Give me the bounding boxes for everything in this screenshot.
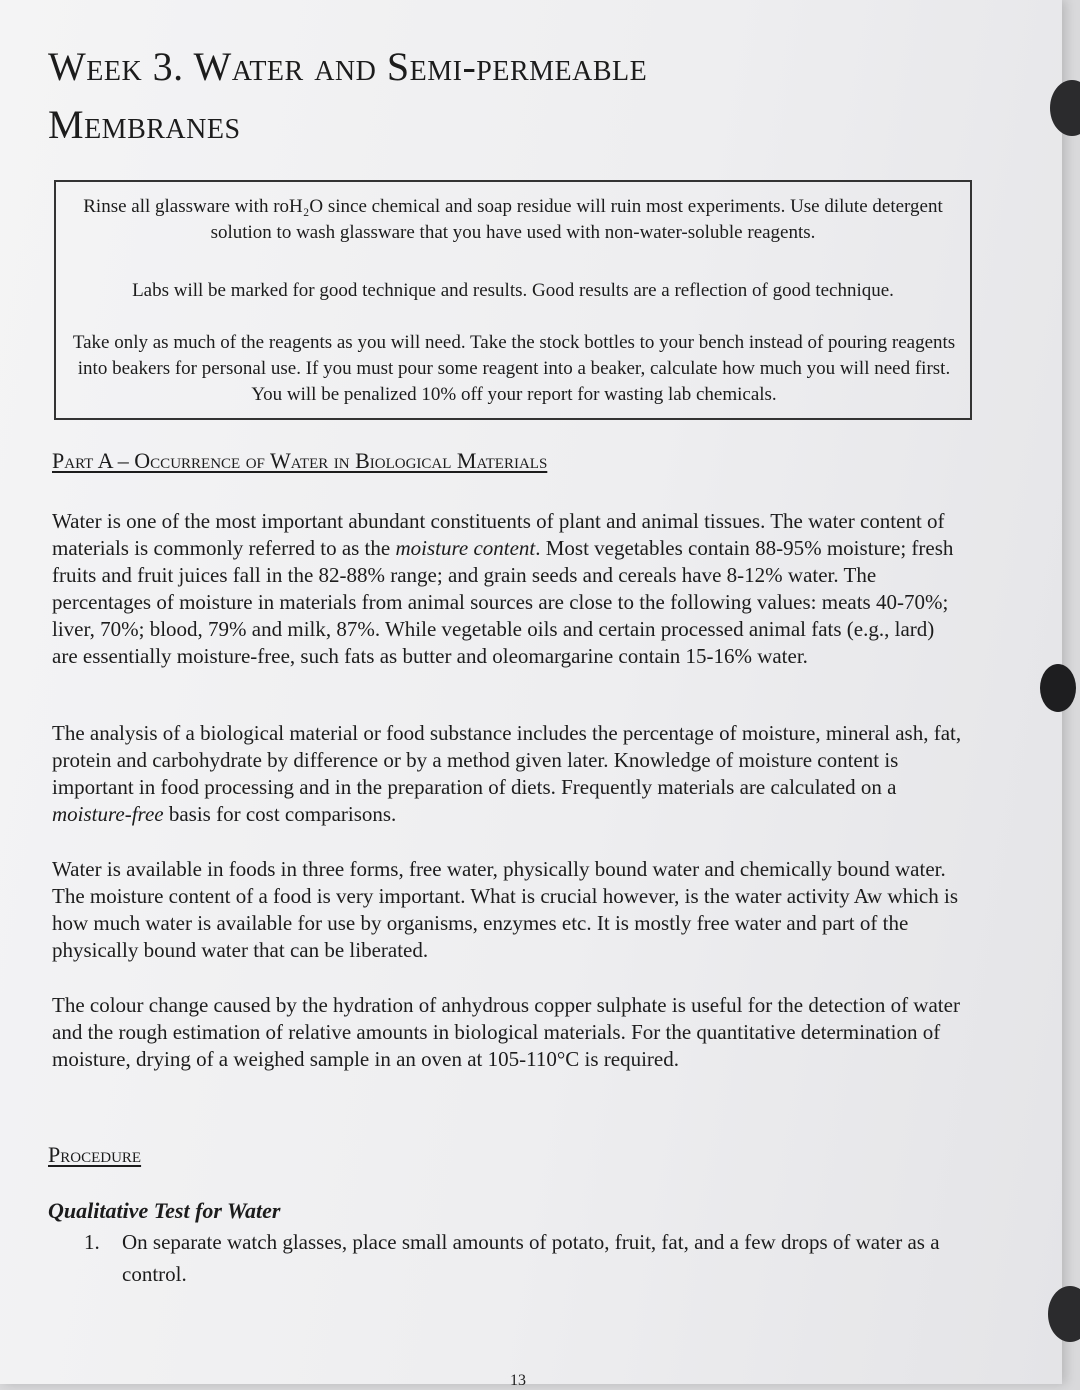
part-a-paragraph-1: Water is one of the most important abundant constituents of plant and animal tissues. The water content of materials is commonly referred to as the moisture content. Most vegetables contain 88-95% moisture; fresh fruits and fruit juices fall in the 82-88% range; and grain seeds and cereals have 8-12% water. The percentages of moisture in materials from animal sources are close to the following values: meats 40-70%; liver, 70%; blood, 79% and milk, 87%. While vegetable oils and certain processed animal fats (e.g., lard) are essentially moisture-free, such fats as butter and oleomargarine contain 15-16% water. <box>52 509 954 668</box>
notice-paragraph-3: Take only as much of the reagents as you will need. Take the stock bottles to your bench instead of pouring reagents into beakers for personal use. If you must pour some reagent into a beaker, calculate how much you will need first. You will be penalized 10% off your report for wasting lab chemicals. <box>72 332 956 405</box>
step-text: On separate watch glasses, place small amounts of potato, fruit, fat, and a few drops of water as a control. <box>122 1230 940 1286</box>
page-number: 13 <box>510 1372 526 1389</box>
part-a-paragraph-3: Water is available in foods in three forms, free water, physically bound water and chemically bound water. The moisture content of a food is very important. What is crucial however, is the water activity Aw which is how much water is available for use by organisms, enzymes etc. It is mostly free water and part of the physically bound water that can be liberated. <box>52 857 959 962</box>
emphasis-moisture-content: moisture content <box>395 536 536 560</box>
part-a-paragraph-4: The colour change caused by the hydration of anhydrous copper sulphate is useful for the detection of water and the rough estimation of relative amounts in biological materials. For the quantitative determination of moisture, drying of a weighed sample in an oven at 105-110°C is required. <box>52 993 960 1071</box>
step-number: 1. <box>84 1230 100 1254</box>
procedure-step-1 <box>84 1226 964 1290</box>
qualitative-test-subheading: Qualitative Test for Water <box>48 1198 281 1223</box>
emphasis-moisture-free: moisture-free <box>52 802 164 826</box>
notice-paragraph-1: Rinse all glassware with roH₂O since chemical and soap residue will ruin most experiments. Use dilute detergent solution to wash glassware that you have used with non-water-soluble reagents. <box>83 196 943 243</box>
title-line-1: Week 3. Water and Semi-permeable <box>48 44 648 89</box>
binder-hole-middle <box>1040 664 1076 712</box>
notice-box <box>54 180 972 420</box>
title-line-2: Membranes <box>48 102 241 147</box>
part-a-paragraph-2: The analysis of a biological material or food substance includes the percentage of moisture, mineral ash, fat, protein and carbohydrate by difference or by a method given later. Knowledge of moisture content is important in food processing and in the preparation of diets. Frequently materials are calculated on a moisture-free basis for cost comparisons. <box>52 721 962 826</box>
part-a-heading: Part A – Occurrence of Water in Biological Materials <box>52 448 548 473</box>
page-title <box>48 38 868 154</box>
procedure-heading: Procedure <box>48 1142 142 1167</box>
notice-paragraph-2: Labs will be marked for good technique and results. Good results are a reflection of good technique. <box>132 280 894 301</box>
